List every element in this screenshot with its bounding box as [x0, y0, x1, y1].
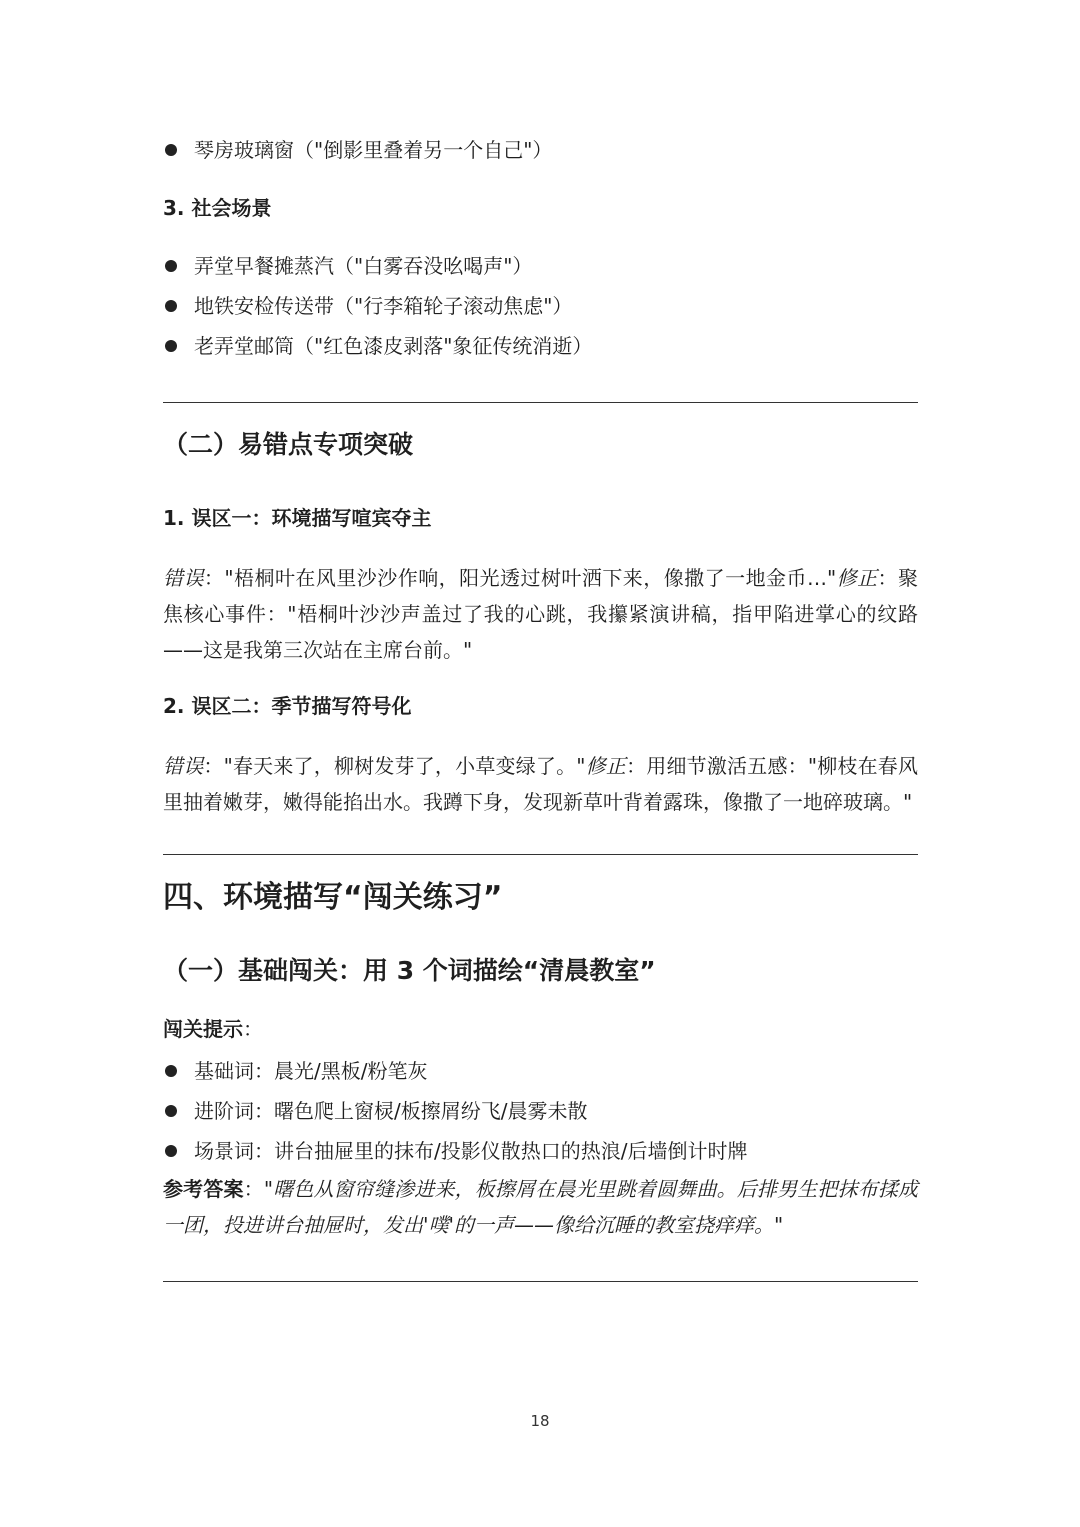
list-item	[163, 1091, 918, 1131]
list-item-text: 老弄堂邮筒（"红色漆皮剥落"象征传统消逝）	[194, 334, 593, 358]
bullet-list-hints	[163, 1051, 918, 1171]
fix-label: 修正	[585, 754, 627, 778]
list-item	[163, 286, 918, 326]
list-item	[163, 1131, 918, 1171]
bullet-icon	[165, 260, 177, 272]
section-title-mistakes: （二）易错点专项突破	[163, 430, 414, 459]
list-item-text: 弄堂早餐摊蒸汽（"白雾吞没吆喝声"）	[194, 254, 533, 278]
list-item-text: 基础词：晨光/黑板/粉笔灰	[194, 1059, 428, 1083]
practice-subtitle: （一）基础闯关：用 3 个词描绘“清晨教室”	[163, 956, 656, 985]
hint-label: 闯关提示	[163, 1017, 243, 1041]
section-divider	[163, 1281, 918, 1282]
bullet-icon	[165, 1145, 177, 1157]
reference-answer	[163, 1171, 918, 1243]
list-item	[163, 1051, 918, 1091]
hint-colon: ：	[243, 1017, 263, 1041]
list-item	[163, 326, 918, 366]
hint-label-line	[163, 1011, 918, 1047]
mistake-1-heading: 1. 误区一：环境描写喧宾夺主	[163, 506, 432, 530]
bullet-list-social	[163, 246, 918, 366]
section-heading-social: 3. 社会场景	[163, 196, 272, 220]
answer-colon: ：	[243, 1177, 264, 1201]
list-item-text: 场景词：讲台抽屉里的抹布/投影仪散热口的热浪/后墙倒计时牌	[194, 1139, 748, 1163]
list-item	[163, 246, 918, 286]
list-item-text: 地铁安检传送带（"行李箱轮子滚动焦虑"）	[194, 294, 573, 318]
bullet-icon	[165, 144, 177, 156]
bullet-icon	[165, 1105, 177, 1117]
list-item-text: 进阶词：曙色爬上窗棂/板擦屑纷飞/晨雾未散	[194, 1099, 588, 1123]
wrong-text: ："梧桐叶在风里沙沙作响，阳光透过树叶洒下来，像撒了一地金币…"	[203, 566, 837, 590]
page-number: 18	[530, 1412, 550, 1430]
fix-text: ：聚焦核心事件："梧桐叶沙沙声盖过了我的心跳，我攥紧演讲稿，指甲陷进掌心的纹路——这是我第三次站在主席台前。"	[163, 566, 919, 662]
bullet-icon	[165, 1065, 177, 1077]
wrong-label: 错误	[163, 754, 204, 778]
list-item	[163, 130, 918, 170]
wrong-label: 错误	[163, 566, 204, 590]
mistake-1-body	[163, 560, 918, 668]
fix-label: 修正	[836, 566, 878, 590]
page-content	[163, 130, 918, 1282]
bullet-icon	[165, 300, 177, 312]
fix-text: ：用细节激活五感："柳枝在春风里抽着嫩芽，嫩得能掐出水。我蹲下身，发现新草叶背着露珠，像撒了一地碎玻璃。"	[163, 754, 919, 814]
answer-label: 参考答案	[163, 1177, 244, 1201]
mistake-2-heading: 2. 误区二：季节描写符号化	[163, 694, 412, 718]
wrong-text: ："春天来了，柳树发芽了，小草变绿了。"	[203, 754, 586, 778]
mistake-2-body	[163, 748, 918, 820]
bullet-list-top	[163, 130, 918, 170]
answer-text: "曙色从窗帘缝渗进来，板擦屑在晨光里跳着圆舞曲。后排男生把抹布揉成一团，投进讲台抽屉时，发出'噗'的一声——像给沉睡的教室挠痒痒。"	[163, 1177, 919, 1237]
section-title-practice: 四、环境描写“闯关练习”	[163, 880, 503, 915]
bullet-icon	[165, 340, 177, 352]
list-item-text: 琴房玻璃窗（"倒影里叠着另一个自己"）	[194, 138, 553, 162]
